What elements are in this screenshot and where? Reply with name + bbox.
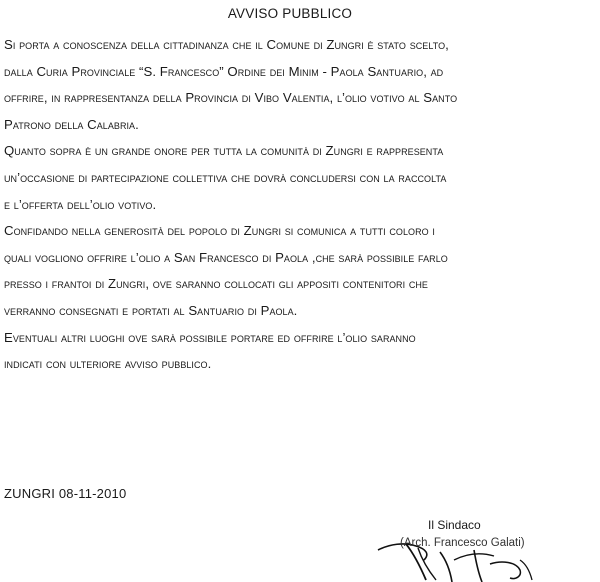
body-line: Eventuali altri luoghi ove sarà possibile portare ed offrire l’olio saranno (4, 329, 416, 345)
date-line: ZUNGRI 08-11-2010 (4, 486, 127, 501)
body-line: quali vogliono offrire l’olio a San Francesco di Paola ,che sarà possibile farlo (4, 249, 448, 265)
notice-title: AVVISO PUBBLICO (227, 6, 353, 21)
body-line: verranno consegnati e portati al Santuario di Paola. (4, 302, 298, 318)
signatory-title: Il Sindaco (428, 518, 481, 532)
body-line: Quanto sopra è un grande onore per tutta la comunità di Zungri e rappresenta (4, 143, 444, 159)
body-line: Si porta a conoscenza della cittadinanza che il Comune di Zungri è stato scelto, (4, 37, 449, 52)
body-line: e l’offerta dell’olio votivo. (4, 196, 157, 212)
body-line: un’occasione di partecipazione collettiva che dovrà concludersi con la raccolta (4, 169, 447, 185)
signatory-name: (Arch. Francesco Galati) (400, 537, 525, 549)
body-line: Confidando nella generosità del popolo di Zungri si comunica a tutti coloro i (4, 223, 435, 239)
body-line: offrire, in rappresentanza della Provincia di Vibo Valentia, l’olio votivo al Santo (4, 90, 458, 106)
body-line: indicati con ulteriore avviso pubblico. (4, 356, 212, 372)
notice-body (4, 32, 594, 378)
body-line: presso i frantoi di Zungri, ove saranno collocati gli appositi contenitori che (4, 276, 428, 292)
body-line: dalla Curia Provinciale “S. Francesco” Ordine dei Minim - Paola Santuario, ad (4, 63, 444, 79)
body-line: Patrono della Calabria. (4, 116, 139, 132)
